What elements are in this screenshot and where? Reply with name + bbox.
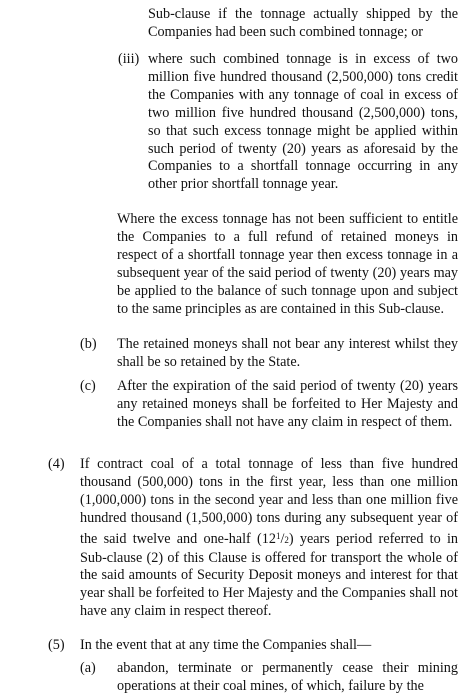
- item-c-text: After the expiration of the said period of twenty (20) years any retained moneys shall be forfeited to Her Majesty and the Companies shall not have any claim in respect of them.: [117, 378, 458, 430]
- clause-4-text-after: ) years period referred to in Sub-clause (2) of this Clause is offered for transport the whole of the said amounts of Security Deposit moneys and interest for that year shall be forfeited to Her Majesty and the Companies shall not have any claim in respect thereof.: [80, 530, 459, 620]
- clause-4-text-before: If contract coal of a total tonnage of less than five hundred thousand (500,000) tons in the first year, less than one million (1,000,000) tons in the second year and less than one million five hundred thousand (1,500,000) tons during any subsequent year of the said twelve and one-half (12: [80, 456, 458, 547]
- fraction-numerator: 1: [275, 530, 281, 541]
- clause-5-label: (5): [48, 637, 65, 653]
- excess-tonnage-paragraph: Where the excess tonnage has not been sufficient to entitle the Companies to a full refund of retained moneys in respect of a shortfall tonnage year then excess tonnage in a subsequent year of the said period of twenty (20) years may be applied to the balance of such tonnage upon and subject to the same principles as are contained in this Sub-clause.: [117, 211, 458, 317]
- item-5a-text: abandon, terminate or permanently cease their mining operations at their coal mines, of which, failure by the: [117, 660, 458, 694]
- clause-5-text: In the event that at any time the Companies shall—: [80, 637, 372, 653]
- item-5a-label: (a): [80, 660, 96, 676]
- continuation-text: Sub-clause if the tonnage actually shipped by the Companies had been such combined tonnage; or: [148, 6, 458, 40]
- item-b-label: (b): [80, 336, 97, 352]
- clause-4-text: [80, 456, 458, 621]
- item-iii-text: where such combined tonnage is in excess of two million five hundred thousand (2,500,000) tons credit the Companies with any tonnage of coal in excess of two million five hundred thousand (2,500,000) tons, so that such excess tonnage might be applied within such period of twenty (20) years as aforesaid by the Companies to a shortfall tonnage occurring in any other prior shortfall tonnage year.: [148, 51, 458, 193]
- fraction-denominator: 2: [284, 534, 289, 545]
- item-iii-label: (iii): [118, 51, 140, 67]
- item-c-label: (c): [80, 378, 96, 394]
- item-b-text: The retained moneys shall not bear any interest whilst they shall be so retained by the State.: [117, 336, 458, 370]
- fraction-slash: /: [280, 530, 285, 547]
- clause-4-label: (4): [48, 456, 65, 472]
